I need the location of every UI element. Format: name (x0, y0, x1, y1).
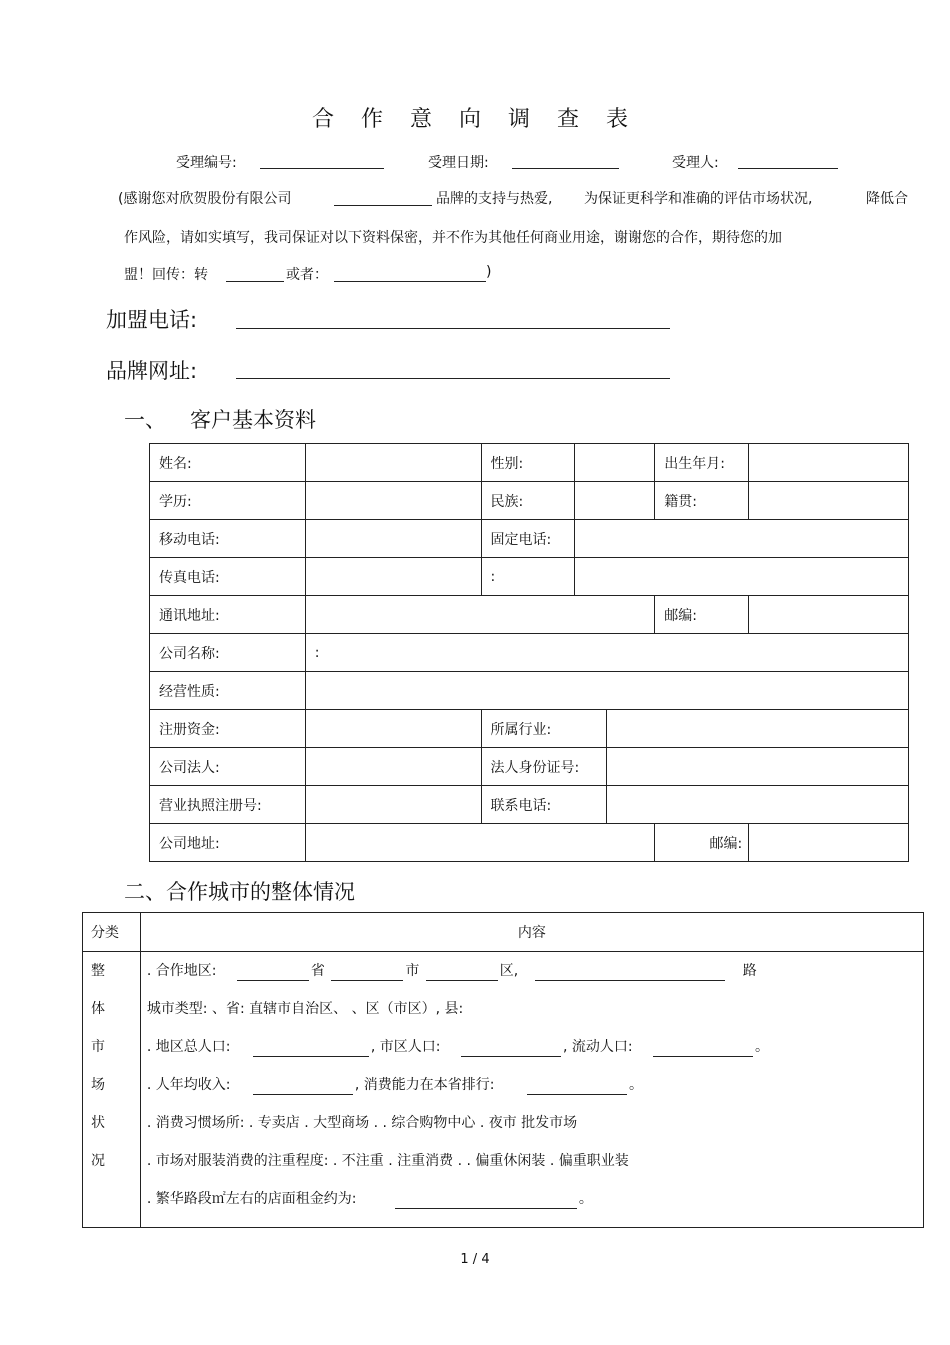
rent-end: 。 (578, 1191, 593, 1207)
city-situation-table (82, 912, 924, 1228)
postcode2-label: 邮编: (655, 824, 749, 862)
join-phone-field[interactable] (236, 328, 670, 329)
intro-text-3c: ) (486, 264, 492, 280)
contact-phone-label: 联系电话: (481, 786, 607, 824)
accept-number-label: 受理编号: (176, 155, 237, 171)
industry-label: 所属行业: (481, 710, 607, 748)
floating-population-field[interactable] (653, 1038, 753, 1057)
postcode-cell[interactable] (749, 596, 909, 634)
or-field[interactable] (334, 281, 486, 282)
region-line (147, 952, 923, 990)
accept-person-label: 受理人: (672, 155, 719, 171)
consumption-rank-label: , 消费能力在本省排行: (354, 1077, 495, 1093)
company-address-cell[interactable] (305, 824, 655, 862)
consumption-venue-line: . 消费习惯场所: . 专卖店 . 大型商场 . . 综合购物中心 . 夜市 批发市场 (146, 1115, 578, 1131)
forward-to-field[interactable] (226, 281, 284, 282)
intro-text-1b: 品牌的支持与热爱, (436, 191, 553, 207)
postcode2-cell[interactable] (749, 824, 909, 862)
intro-text-3b: 或者： (286, 267, 328, 283)
page-number: 1 / 4 (460, 1252, 490, 1267)
education-cell[interactable] (305, 482, 481, 520)
section1-title: 客户基本资料 (190, 408, 316, 432)
industry-cell[interactable] (607, 710, 909, 748)
city-label: 市 (405, 963, 420, 979)
mobile-label: 移动电话: (150, 520, 306, 558)
income-line (147, 1066, 923, 1104)
accept-date-label: 受理日期: (428, 155, 489, 171)
ethnic-cell[interactable] (575, 482, 655, 520)
road-label: 路 (742, 963, 757, 979)
fax-cell[interactable] (305, 558, 481, 596)
page-title: 合 作 意 向 调 查 表 (312, 107, 638, 132)
fax-extra-cell[interactable] (575, 558, 909, 596)
company-name-cell[interactable]: : (305, 634, 908, 672)
rent-field[interactable] (395, 1190, 577, 1209)
mobile-cell[interactable] (305, 520, 481, 558)
native-label: 籍贯: (655, 482, 749, 520)
contact-phone-cell[interactable] (607, 786, 909, 824)
accept-person-field[interactable] (738, 168, 838, 169)
license-cell[interactable] (305, 786, 481, 824)
company-address-label: 公司地址: (150, 824, 306, 862)
city-type-line: 城市类型: 、省: 直辖市自治区、 、区（市区）, 县: (146, 1001, 464, 1017)
intro-text-1a: (感谢您对欣贺股份有限公司 (118, 191, 292, 207)
name-cell[interactable] (305, 444, 481, 482)
category-char: 体 (91, 1001, 105, 1017)
capital-label: 注册资金: (150, 710, 306, 748)
category-header: 分类 (83, 913, 141, 952)
birth-cell[interactable] (749, 444, 909, 482)
accept-date-field[interactable] (512, 168, 619, 169)
birth-label: 出生年月: (655, 444, 749, 482)
landline-label: 固定电话: (481, 520, 575, 558)
fax-label: 传真电话: (150, 558, 306, 596)
address-cell[interactable] (305, 596, 655, 634)
total-population-label: . 地区总人口: (146, 1039, 231, 1055)
category-char: 况 (91, 1153, 105, 1169)
population-line (147, 1028, 923, 1066)
district-field[interactable] (426, 962, 498, 981)
category-char: 市 (91, 1039, 105, 1055)
brand-name-field[interactable] (334, 205, 432, 206)
population-end: 。 (755, 1039, 770, 1055)
business-nature-label: 经营性质: (150, 672, 306, 710)
income-label: . 人年均收入: (146, 1077, 231, 1093)
fax-extra-label: : (481, 558, 575, 596)
rent-line (147, 1180, 923, 1218)
brand-site-label: 品牌网址: (106, 359, 198, 383)
section1-number: 一、 (124, 408, 166, 432)
gender-label: 性别: (481, 444, 575, 482)
road-field[interactable] (535, 962, 725, 981)
intro-text-1d: 降低合 (866, 191, 908, 207)
customer-info-table (149, 443, 909, 862)
legal-id-cell[interactable] (607, 748, 909, 786)
gender-cell[interactable] (575, 444, 655, 482)
urban-population-label: , 市区人口: (370, 1039, 441, 1055)
category-char: 状 (91, 1115, 105, 1131)
intro-text-2: 作风险，请如实填写，我司保证对以下资料保密，并不作为其他任何商业用途，谢谢您的合作，期待您的加 (124, 230, 782, 246)
accept-number-field[interactable] (260, 168, 384, 169)
join-phone-label: 加盟电话: (106, 308, 198, 332)
category-char: 整 (91, 963, 105, 979)
education-label: 学历: (150, 482, 306, 520)
postcode-label: 邮编: (655, 596, 749, 634)
license-label: 营业执照注册号: (150, 786, 306, 824)
landline-cell[interactable] (575, 520, 909, 558)
income-field[interactable] (253, 1076, 353, 1095)
name-label: 姓名: (150, 444, 306, 482)
legal-person-cell[interactable] (305, 748, 481, 786)
city-field[interactable] (331, 962, 403, 981)
legal-person-label: 公司法人: (150, 748, 306, 786)
ethnic-label: 民族: (481, 482, 575, 520)
intro-text-3a: 盟！回传：转 (124, 267, 208, 283)
province-label: 省 (310, 963, 325, 979)
rent-label: . 繁华路段㎡左右的店面租金约为: (146, 1191, 357, 1207)
section2-title: 二、合作城市的整体情况 (124, 880, 355, 904)
income-end: 。 (628, 1077, 643, 1093)
native-cell[interactable] (749, 482, 909, 520)
province-field[interactable] (237, 962, 309, 981)
content-cell (140, 952, 923, 1228)
category-char: 场 (91, 1077, 105, 1093)
content-header: 内容 (140, 913, 923, 952)
capital-cell[interactable] (305, 710, 481, 748)
category-vertical-text (91, 952, 140, 1180)
intro-text-1c: 为保证更科学和准确的评估市场状况, (584, 191, 813, 207)
category-cell (83, 952, 141, 1228)
total-population-field[interactable] (253, 1038, 369, 1057)
legal-id-label: 法人身份证号: (481, 748, 607, 786)
brand-site-field[interactable] (236, 378, 670, 379)
urban-population-field[interactable] (461, 1038, 561, 1057)
address-label: 通讯地址: (150, 596, 306, 634)
company-name-label: 公司名称: (150, 634, 306, 672)
consumption-rank-field[interactable] (527, 1076, 627, 1095)
clothing-attention-line: . 市场对服装消费的注重程度: . 不注重 . 注重消费 . . 偏重休闲装 . 偏重职业装 (146, 1153, 629, 1169)
floating-population-label: , 流动人口: (562, 1039, 633, 1055)
region-label: . 合作地区: (146, 963, 217, 979)
district-label: 区, (499, 963, 519, 979)
business-nature-cell[interactable] (305, 672, 908, 710)
